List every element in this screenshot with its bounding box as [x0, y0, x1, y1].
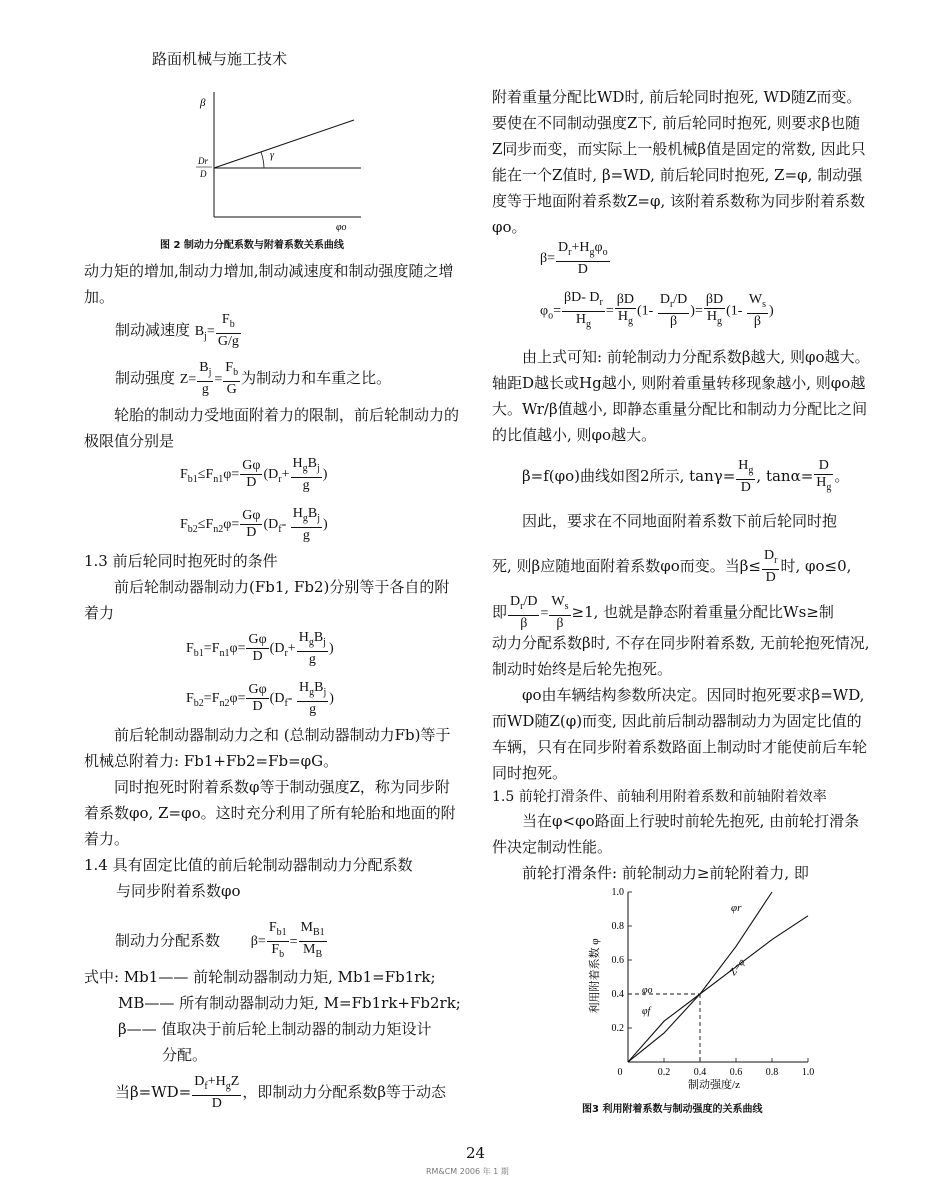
right-paragraph-4c: 动力分配系数β时, 不存在同步附着系数, 无前轮抱死情况, 制动时始终是后轮先抱死。	[492, 634, 870, 678]
left-paragraph-2: 轮胎的制动力受地面附着力的限制，前后轮制动力的极限值分别是	[84, 406, 460, 450]
right-paragraph-2: 由上式可知: 前轮制动力分配系数β越大, 则φo越大。轴距D越长或Hg越小, 则附着重量转移现象越小, 则φo越大。Wr/β值越小, 即静态重量分配比和制动力分配比之间的比值越小, 则φo越大。	[492, 348, 870, 444]
fb1-limit-formula: $F_{b1}\le F_{n1}\varphi=$ $\frac{G\varphi}{D}$ ($D_r+$ $\frac{H_gB_j}{g}$ )	[180, 456, 328, 493]
phi0-formula: $\varphi_o=$ $\frac{\beta D- D_r}{H_g}$ = $\frac{\beta D}{H_g}$ (1- $\frac{D_r/D}{\beta}$ )= $\frac{\beta D}{H_g}$ (1- $\frac{W_s}{\beta}$ )	[540, 290, 774, 330]
right-paragraph-7: 前轮打滑条件: 前轮制动力≥前轮附着力, 即	[522, 864, 809, 882]
section-1-3: 1.3 前后轮同时抱死时的条件	[84, 552, 278, 570]
where-line-2: MB—— 所有制动器制动力矩, M=Fb1rk+Fb2rk;	[118, 994, 461, 1012]
beta-formula: β= $\frac{D_r+H_g\varphi_o}{D}$	[540, 240, 608, 277]
curve-formula-line: β=f(φo)曲线如图2所示, tanγ= $\frac{H_g}{D}$ , tanα= $\frac{D}{H_g}$ 。	[522, 458, 850, 495]
fig3-label-zphi: Z=φ	[727, 957, 748, 978]
fig3-label-phif: φf	[642, 1006, 651, 1017]
right-paragraph-5: φo由车辆结构参数所决定。因同时抱死要求β=WD, 而WD随Z(φ)而变, 因此前后制动器制动力为固定比值的车辆，只有在同步附着系数路面上制动时才能使前后车轮同时抱死。	[492, 686, 868, 782]
p3b-pre: 死, 则β应随地面附着系数φo而变。当β≤	[492, 556, 761, 575]
page-number: 24	[466, 1144, 486, 1162]
fig3-y-tick-label: 0.6	[611, 955, 624, 966]
fig3-xlabel: 制动强度/z	[688, 1079, 740, 1091]
where-line-3: β—— 值取决于前后轮上制动器的制动力矩设计	[118, 1020, 432, 1038]
fig3-x-tick-label: 0.4	[693, 1067, 707, 1078]
fig3-x-tick-label: 0.8	[765, 1067, 779, 1078]
decel-label: 制动减速度	[115, 320, 191, 339]
fb1-equal-formula: $F_{b1}=F_{n1}\varphi=$ $\frac{G\varphi}{D}$ ($D_r+$ $\frac{H_gB_j}{g}$ )	[186, 630, 334, 667]
where-line-4: 分配。	[162, 1046, 208, 1064]
fig3-label-phio: φo	[642, 985, 653, 996]
curve-pre: β=f(φo)曲线如图2所示, tanγ=	[522, 466, 736, 485]
fig3-caption: 图3 利用附着系数与制动强度的关系曲线	[582, 1104, 763, 1115]
fig3-x-tick-label: 0.6	[729, 1067, 743, 1078]
last-line-pre: 当β=WD=	[115, 1082, 192, 1101]
distribution-formula: 制动力分配系数 β= $\frac{F_{b1}}{F_b}$ = $\frac{M_{B1}}{M_B}$	[115, 920, 325, 960]
fig2-ymark-top: Dr	[198, 156, 209, 166]
left-paragraph-5: 同时抱死时附着系数φ等于制动强度Z，称为同步附着系数φo, Z=φo。这时充分利用了所有轮胎和地面的附着力。	[84, 778, 456, 848]
left-last-line: 当β=WD= $\frac{D_f+H_gZ}{D}$ ，即制动力分配系数β等于动态	[115, 1074, 446, 1111]
fig3-x-tick-label: 0.2	[657, 1067, 671, 1078]
fig3-y-tick-label: 0.4	[611, 989, 624, 1000]
fig2-caption: 图 2 制动力分配系数与附着系数关系曲线	[160, 240, 344, 251]
journal-header: 路面机械与施工技术	[152, 50, 288, 68]
fig2-ymark-bottom: D	[200, 169, 207, 179]
section-1-4-line1: 1.4 具有固定比值的前后轮制动器制动力分配系数	[84, 856, 413, 874]
intensity-tail: 为制动力和车重之比。	[241, 368, 392, 387]
fb2-limit-formula: $F_{b2}\le F_{n2}\varphi=$ $\frac{G\varphi}{D}$ ($D_f-$ $\frac{H_gB_j}{g}$ )	[180, 506, 328, 543]
right-paragraph-1: 附着重量分配比WD时, 前后轮同时抱死, WD随Z而变。要使在不同制动强度Z下, 前后轮同时抱死, 则要求β也随Z同步而变，而实际上一般机械β值是固定的常数, 因此只能在一个Z值时, β=WD, 前后轮同时抱死, Z=φ, 制动强度等于地面附着系数Z=φ, 该附着系数称为同步附着系数φo。	[492, 88, 866, 236]
figure-3-chart	[584, 876, 814, 1094]
right-paragraph-6: 当在φ<φo路面上行驶时前轮先抱死, 由前轮打滑条件决定制动性能。	[492, 812, 860, 856]
left-paragraph-4: 前后轮制动器制动力之和 (总制动器制动力Fb)等于机械总附着力: Fb1+Fb2=Fb=φG。	[84, 726, 451, 770]
p3b-post: 时, φo≤0,	[780, 556, 852, 575]
fb2-equal-formula: $F_{b2}=F_{n2}\varphi=$ $\frac{G\varphi}{D}$ ($D_f-$ $\frac{H_gB_j}{g}$ )	[186, 680, 334, 717]
fig3-x-tick-label: 1.0	[801, 1067, 814, 1078]
p4-post: ≥1, 也就是静态附着重量分配比Ws≥制	[571, 602, 834, 621]
right-paragraph-4: 即 $\frac{D_r/D}{\beta}$ = $\frac{W_s}{\beta}$ ≥1, 也就是静态附着重量分配比Ws≥制	[492, 594, 834, 631]
footer-journal: RM&CM 2006 年 1 期	[426, 1167, 509, 1176]
right-paragraph-3a: 因此，要求在不同地面附着系数下前后轮同时抱	[522, 512, 838, 530]
intensity-formula: 制动强度 Z= $\frac{B_j}{g}$ = $\frac{F_b}{G}$ 为制动力和车重之比。	[115, 360, 392, 397]
fig2-ylabel: β	[200, 97, 206, 109]
p4-pre: 即	[492, 602, 508, 621]
fig3-ylabel: 利用附着系数 φ	[589, 938, 601, 1014]
right-paragraph-3b: 死, 则β应随地面附着系数φo而变。当β≤ $\frac{D_r}{D}$ 时, φo≤0,	[492, 548, 852, 585]
where-line-1: 式中: Mb1—— 前轮制动器制动力矩, Mb1=Fb1rk;	[84, 968, 436, 986]
left-paragraph-3: 前后轮制动器制动力(Fb1, Fb2)分别等于各自的附着力	[84, 578, 450, 622]
last-line-post: ，即制动力分配系数β等于动态	[242, 1082, 446, 1101]
left-paragraph-1: 动力矩的增加,制动力增加,制动减速度和制动强度随之增加。	[84, 262, 454, 306]
fig3-y-tick-label: 0.2	[611, 1023, 624, 1034]
fig3-x-tick-label: 0	[617, 1067, 623, 1078]
fig2-angle-label: γ	[270, 150, 274, 161]
fig3-y-tick-label: 0.8	[611, 921, 624, 932]
intensity-label: 制动强度	[115, 368, 176, 387]
section-1-5: 1.5 前轮打滑条件、前轴利用附着系数和前轴附着效率	[492, 789, 827, 805]
fig3-y-tick-label: 1.0	[611, 887, 624, 898]
curve-mid: , tanα=	[756, 466, 814, 485]
fig3-label-phir: φr	[731, 902, 742, 914]
distribution-label: 制动力分配系数	[115, 931, 221, 950]
figure-2	[186, 82, 366, 232]
fig2-xlabel: φo	[336, 222, 347, 232]
decel-formula: 制动减速度 $B_j=$ $\frac{F_b}{G/g}$	[115, 312, 239, 349]
section-1-4-line2: 与同步附着系数φo	[116, 882, 241, 900]
